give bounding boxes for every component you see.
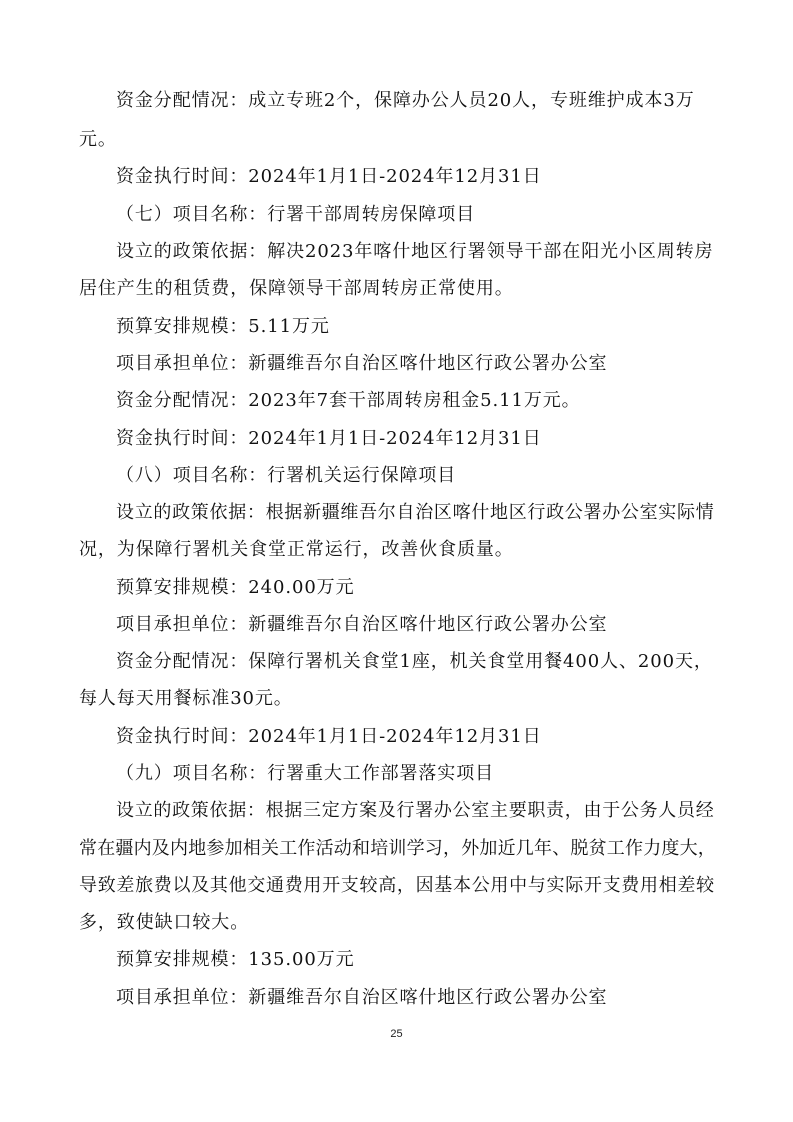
paragraph-line: 预算安排规模：5.11万元 (116, 316, 330, 337)
paragraph-line: 资金分配情况：2023年7套干部周转房租金5.11万元。 (116, 390, 581, 411)
paragraph-line: 资金执行时间：2024年1月1日-2024年12月31日 (116, 428, 542, 449)
paragraph-line: 设立的政策依据：根据三定方案及行署办公室主要职责，由于公务人员经 (116, 800, 715, 821)
paragraph-line: 设立的政策依据：解决2023年喀什地区行署领导干部在阳光小区周转房 (116, 241, 714, 262)
paragraph-line: 预算安排规模：240.00万元 (116, 577, 355, 598)
paragraph-line: 设立的政策依据：根据新疆维吾尔自治区喀什地区行政公署办公室实际情 (116, 502, 715, 523)
paragraph-line: 元。 (79, 129, 117, 150)
paragraph-line: 常在疆内及内地参加相关工作活动和培训学习，外加近几年、脱贫工作力度大， (79, 838, 716, 859)
paragraph-line: 预算安排规模：135.00万元 (116, 949, 355, 970)
paragraph-line: 居住产生的租赁费，保障领导干部周转房正常使用。 (79, 278, 514, 299)
paragraph-line: 每人每天用餐标准30元。 (79, 688, 293, 709)
page-number: 25 (390, 1028, 403, 1040)
paragraph-line: 资金执行时间：2024年1月1日-2024年12月31日 (116, 726, 542, 747)
paragraph-line: 多，致使缺口较大。 (79, 912, 250, 933)
paragraph-line: 况，为保障行署机关食堂正常运行，改善伙食质量。 (79, 539, 514, 560)
paragraph-line: 导致差旅费以及其他交通费用开支较高，因基本公用中与实际开支费用相差较 (79, 875, 715, 896)
paragraph-line: 项目承担单位：新疆维吾尔自治区喀什地区行政公署办公室 (116, 987, 608, 1008)
paragraph-line: 资金执行时间：2024年1月1日-2024年12月31日 (116, 166, 542, 187)
paragraph-line: 项目承担单位：新疆维吾尔自治区喀什地区行政公署办公室 (116, 353, 608, 374)
paragraph-line: 资金分配情况：保障行署机关食堂1座，机关食堂用餐400人、200天， (116, 651, 713, 672)
section-heading: （八）项目名称：行署机关运行保障项目 (116, 465, 457, 486)
section-heading: （七）项目名称：行署干部周转房保障项目 (116, 204, 476, 225)
paragraph-line: 项目承担单位：新疆维吾尔自治区喀什地区行政公署办公室 (116, 614, 608, 635)
paragraph-line: 资金分配情况：成立专班2个，保障办公人员20人，专班维护成本3万 (116, 90, 695, 111)
section-heading: （九）项目名称：行署重大工作部署落实项目 (116, 763, 494, 784)
